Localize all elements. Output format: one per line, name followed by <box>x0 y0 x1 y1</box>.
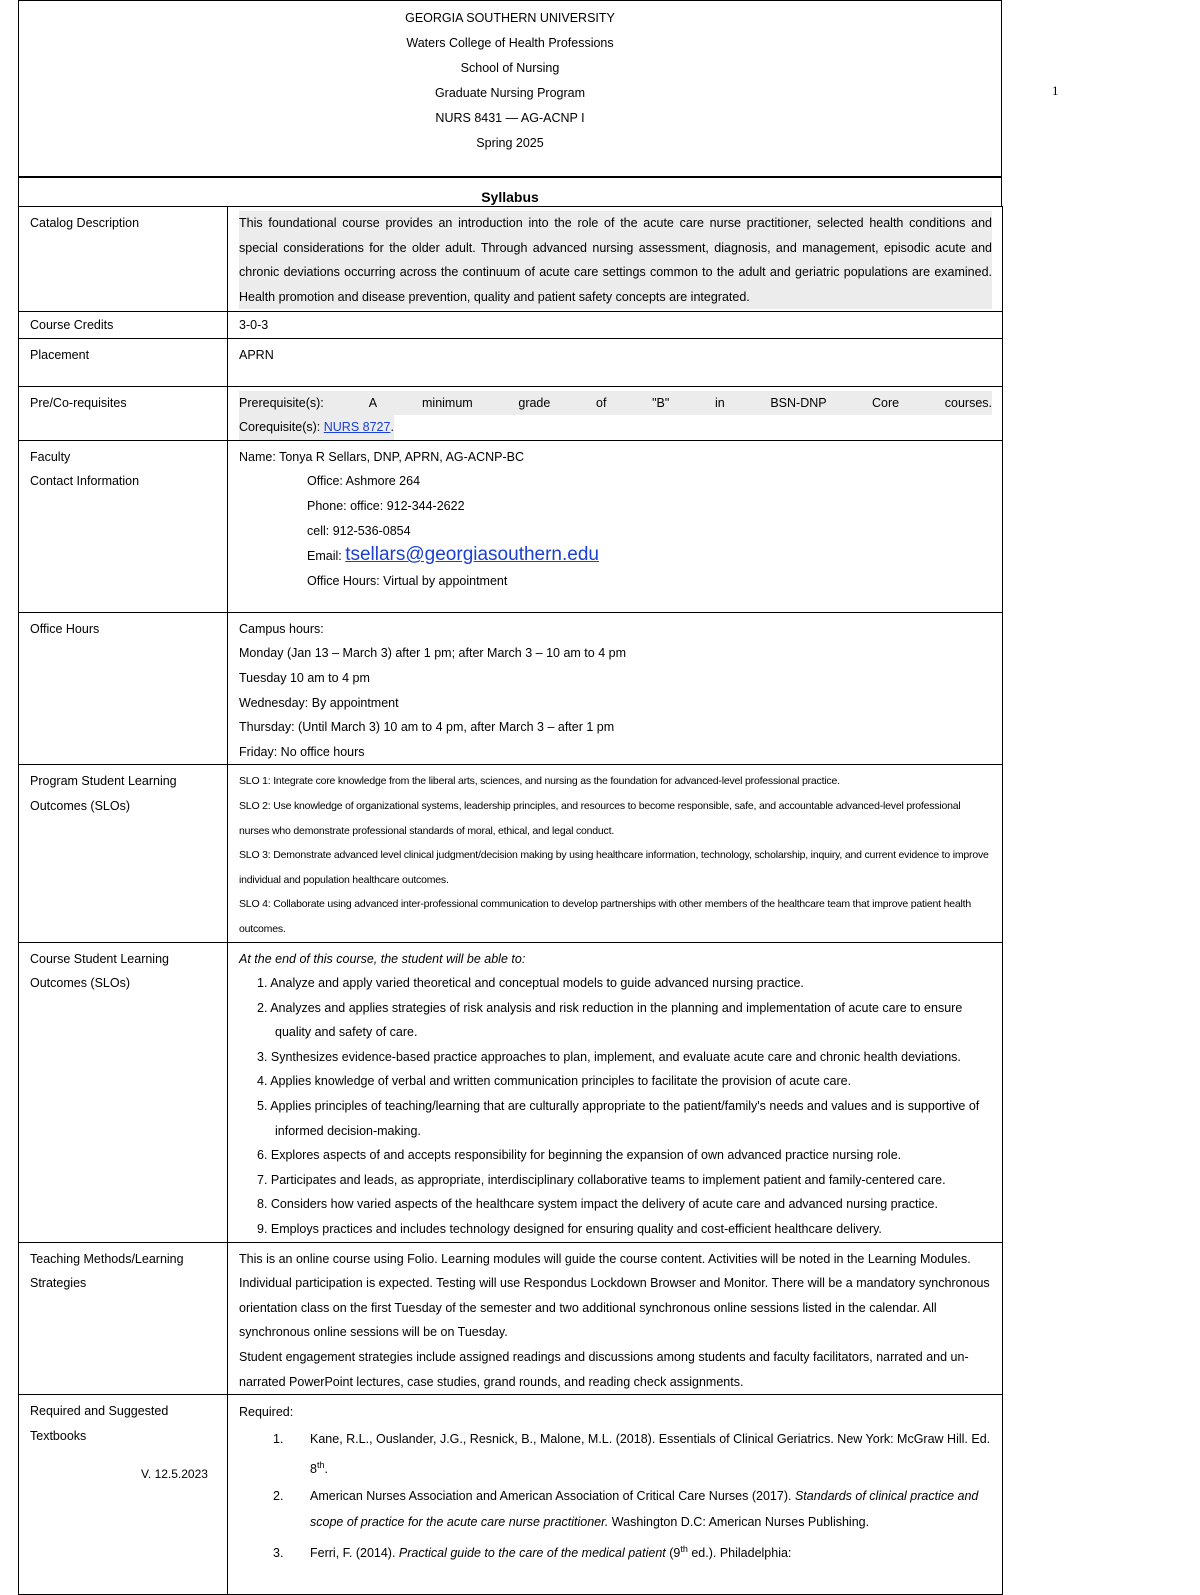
catalog-cell <box>228 207 1003 312</box>
ref-text-mid: (9 <box>665 1546 681 1560</box>
prereq-row <box>19 386 1003 440</box>
office-hours-line: Tuesday 10 am to 4 pm <box>239 670 370 685</box>
email-label: Email: <box>307 549 346 564</box>
faculty-cell <box>228 440 1003 612</box>
program-slos-row <box>19 765 1003 942</box>
textbooks-label-2: Textbooks <box>30 1428 87 1443</box>
ref-title: Standards of clinical practice and scope of practice for the acute care nurse practitioner. <box>310 1488 979 1530</box>
textbooks-label-cell <box>19 1395 228 1595</box>
course-name: NURS 8431 — AG-ACNP I <box>435 111 585 125</box>
faculty-label-cell <box>19 440 228 612</box>
textbooks-cell <box>228 1395 1003 1595</box>
ref-text-end: ed.). Philadelphia: <box>687 1546 792 1560</box>
office-hours-row <box>19 612 1003 765</box>
course-slos-label-cell <box>19 942 228 1242</box>
contact-label: Contact Information <box>30 474 140 489</box>
school-name: School of Nursing <box>460 61 560 75</box>
program-slos-cell <box>228 765 1003 942</box>
office-hours-label: Office Hours <box>19 612 228 765</box>
program-slo: SLO 1: Integrate core knowledge from the liberal arts, sciences, and nursing as the foundation for advanced-level professional practice. <box>239 775 840 788</box>
ref-number: 3. <box>273 1546 284 1560</box>
faculty-office-hours: Office Hours: Virtual by appointment <box>307 573 508 588</box>
program-slo: SLO 2: Use knowledge of organizational systems, leadership principles, and resources to become responsible, safe, and accountable advanced-level professional nurses who demonstrate professional standards of moral, ethical, and legal conduct. <box>239 799 961 837</box>
teaching-paragraph: Student engagement strategies include assigned readings and discussions among students and faculty facilitators, narrated and un-narrated PowerPoint lectures, case studies, grand rounds, and reading check assignments. <box>239 1350 969 1389</box>
course-slo: 6. Explores aspects of and accepts responsibility for beginning the expansion of own advanced practice nursing role. <box>257 1148 902 1163</box>
program-slos-label-2: Outcomes (SLOs) <box>30 798 131 813</box>
program-slo: SLO 4: Collaborate using advanced inter-professional communication to develop partnerships with other members of the healthcare team that improve patient health outcomes. <box>239 898 972 935</box>
ref-text: American Nurses Association and American Association of Critical Care Nurses (2017). <box>310 1488 795 1503</box>
credits-row <box>19 312 1003 339</box>
textbooks-row <box>19 1395 1003 1595</box>
office-hours-line: Friday: No office hours <box>239 744 365 759</box>
required-heading: Required: <box>239 1405 294 1420</box>
version-label: V. 12.5.2023 <box>141 1467 208 1481</box>
catalog-text: This foundational course provides an introduction into the role of the acute care nurse practitioner, selected health conditions and special considerations for the older adult. Through advanced nursing assessment, diagnosis, and management, episodic acute and chronic deviations occurring across the continuum of acute care settings common to the adult and geriatric populations are examined. Health promotion and disease prevention, quality and patient safety concepts are integrated. <box>239 211 992 309</box>
faculty-label: Faculty <box>30 449 71 464</box>
ref-end: . <box>324 1462 328 1477</box>
coreq-course-link[interactable]: NURS 8727 <box>323 420 391 435</box>
course-slos-label-2: Outcomes (SLOs) <box>30 976 131 991</box>
program-name: Graduate Nursing Program <box>434 86 586 100</box>
textbook-ref <box>239 1426 992 1483</box>
ref-number: 1. <box>273 1431 284 1446</box>
course-slo: 4. Applies knowledge of verbal and written communication principles to facilitate the provision of acute care. <box>257 1074 852 1089</box>
course-slos-intro: At the end of this course, the student will be able to: <box>239 951 526 966</box>
syllabus-title: Syllabus <box>18 177 1002 206</box>
ref-text: Ferri, F. (2014). <box>310 1546 399 1560</box>
teaching-label: Teaching Methods/Learning <box>30 1251 184 1266</box>
office-hours-line: Monday (Jan 13 – March 3) after 1 pm; after March 3 – 10 am to 4 pm <box>239 646 626 661</box>
faculty-row <box>19 440 1003 612</box>
course-slo: 2. Analyzes and applies strategies of risk analysis and risk reduction in the planning and implementation of acute care to ensure quality and safety of care. <box>257 1000 963 1040</box>
office-hours-line: Thursday: (Until March 3) 10 am to 4 pm, after March 3 – after 1 pm <box>239 720 615 735</box>
placement-row <box>19 338 1003 386</box>
catalog-row <box>19 207 1003 312</box>
ref-text: Kane, R.L., Ouslander, J.G., Resnick, B., Malone, M.L. (2018). Essentials of Clinical Geriatrics. New York: McGraw Hill. Ed. 8 <box>310 1431 991 1477</box>
faculty-name: Name: Tonya R Sellars, DNP, APRN, AG-ACNP-BC <box>239 449 525 464</box>
teaching-label-cell <box>19 1242 228 1395</box>
office-hours-cell <box>228 612 1003 765</box>
coreq-line <box>239 415 394 440</box>
teaching-row <box>19 1242 1003 1395</box>
course-slo: 5. Applies principles of teaching/learning that are culturally appropriate to the patient/family's needs and values and is supportive of informed decision-making. <box>257 1099 980 1138</box>
placement-label: Placement <box>19 338 228 386</box>
term: Spring 2025 <box>476 136 544 150</box>
ref-sup: th <box>316 1460 325 1471</box>
ref-number: 2. <box>273 1488 284 1503</box>
document-header <box>18 0 1002 177</box>
faculty-email-line <box>239 543 992 569</box>
course-slo: 7. Participates and leads, as appropriate, interdisciplinary collaborative teams to implement patient and family-centered care. <box>257 1172 946 1187</box>
program-slos-label: Program Student Learning <box>30 774 177 789</box>
course-slos-cell <box>228 942 1003 1242</box>
credits-label: Course Credits <box>19 312 228 339</box>
course-slos-label: Course Student Learning <box>30 951 169 966</box>
university-name: GEORGIA SOUTHERN UNIVERSITY <box>405 11 615 25</box>
faculty-cell-phone: cell: 912-536-0854 <box>307 523 411 538</box>
textbook-ref <box>239 1536 992 1567</box>
prereq-label: Pre/Co-requisites <box>19 386 228 440</box>
syllabus-table <box>18 206 1003 1595</box>
faculty-phone: Phone: office: 912-344-2622 <box>307 498 465 513</box>
teaching-paragraph: This is an online course using Folio. Learning modules will guide the course content. Activities will be noted in the Learning Modules. Individual participation is expected. Testing will use Respondus Lockdown Browser and Monitor. There will be a mandatory synchronous orientation class on the first Tuesday of the semester and two additional synchronous online sessions listed in the calendar. All synchronous online sessions will be on Tuesday. <box>239 1251 990 1340</box>
textbook-ref <box>239 1483 992 1536</box>
faculty-email-link[interactable]: tsellars@georgiasouthern.edu <box>345 544 599 566</box>
faculty-office: Office: Ashmore 264 <box>307 474 421 489</box>
course-slo: 8. Considers how varied aspects of the healthcare system impact the delivery of acute care and advanced nursing practice. <box>257 1197 938 1212</box>
teaching-cell <box>228 1242 1003 1395</box>
office-hours-line: Wednesday: By appointment <box>239 695 399 710</box>
ref-sup: th <box>680 1543 688 1554</box>
placement-value: APRN <box>228 338 1003 386</box>
course-slo: 1. Analyze and apply varied theoretical and conceptual models to guide advanced nursing practice. <box>257 976 804 991</box>
course-slo: 9. Employs practices and includes technology designed for ensuring quality and cost-efficient healthcare delivery. <box>257 1222 882 1237</box>
ref-text-end: Washington D.C: American Nurses Publishing. <box>608 1515 870 1530</box>
coreq-prefix: Corequisite(s): <box>239 420 324 435</box>
college-name: Waters College of Health Professions <box>406 36 614 50</box>
prereq-text: Prerequisite(s): A minimum grade of "B" in BSN-DNP Core courses. <box>239 391 992 416</box>
textbooks-label: Required and Suggested <box>30 1404 169 1419</box>
catalog-label: Catalog Description <box>19 207 228 312</box>
credits-value: 3-0-3 <box>228 312 1003 339</box>
ref-title: Practical guide to the care of the medical patient <box>398 1546 666 1560</box>
course-slos-row <box>19 942 1003 1242</box>
coreq-suffix: . <box>390 420 394 435</box>
prereq-cell <box>228 386 1003 440</box>
program-slos-label-cell <box>19 765 228 942</box>
program-slo: SLO 3: Demonstrate advanced level clinical judgment/decision making by using healthcare information, technology, scholarship, inquiry, and current evidence to improve individual and population healthcare outcomes. <box>239 849 989 886</box>
office-hours-line: Campus hours: <box>239 621 324 636</box>
teaching-label-2: Strategies <box>30 1276 87 1291</box>
course-slo: 3. Synthesizes evidence-based practice approaches to plan, implement, and evaluate acute care and chronic health deviations. <box>257 1049 961 1064</box>
page-number: 1 <box>1052 83 1059 98</box>
